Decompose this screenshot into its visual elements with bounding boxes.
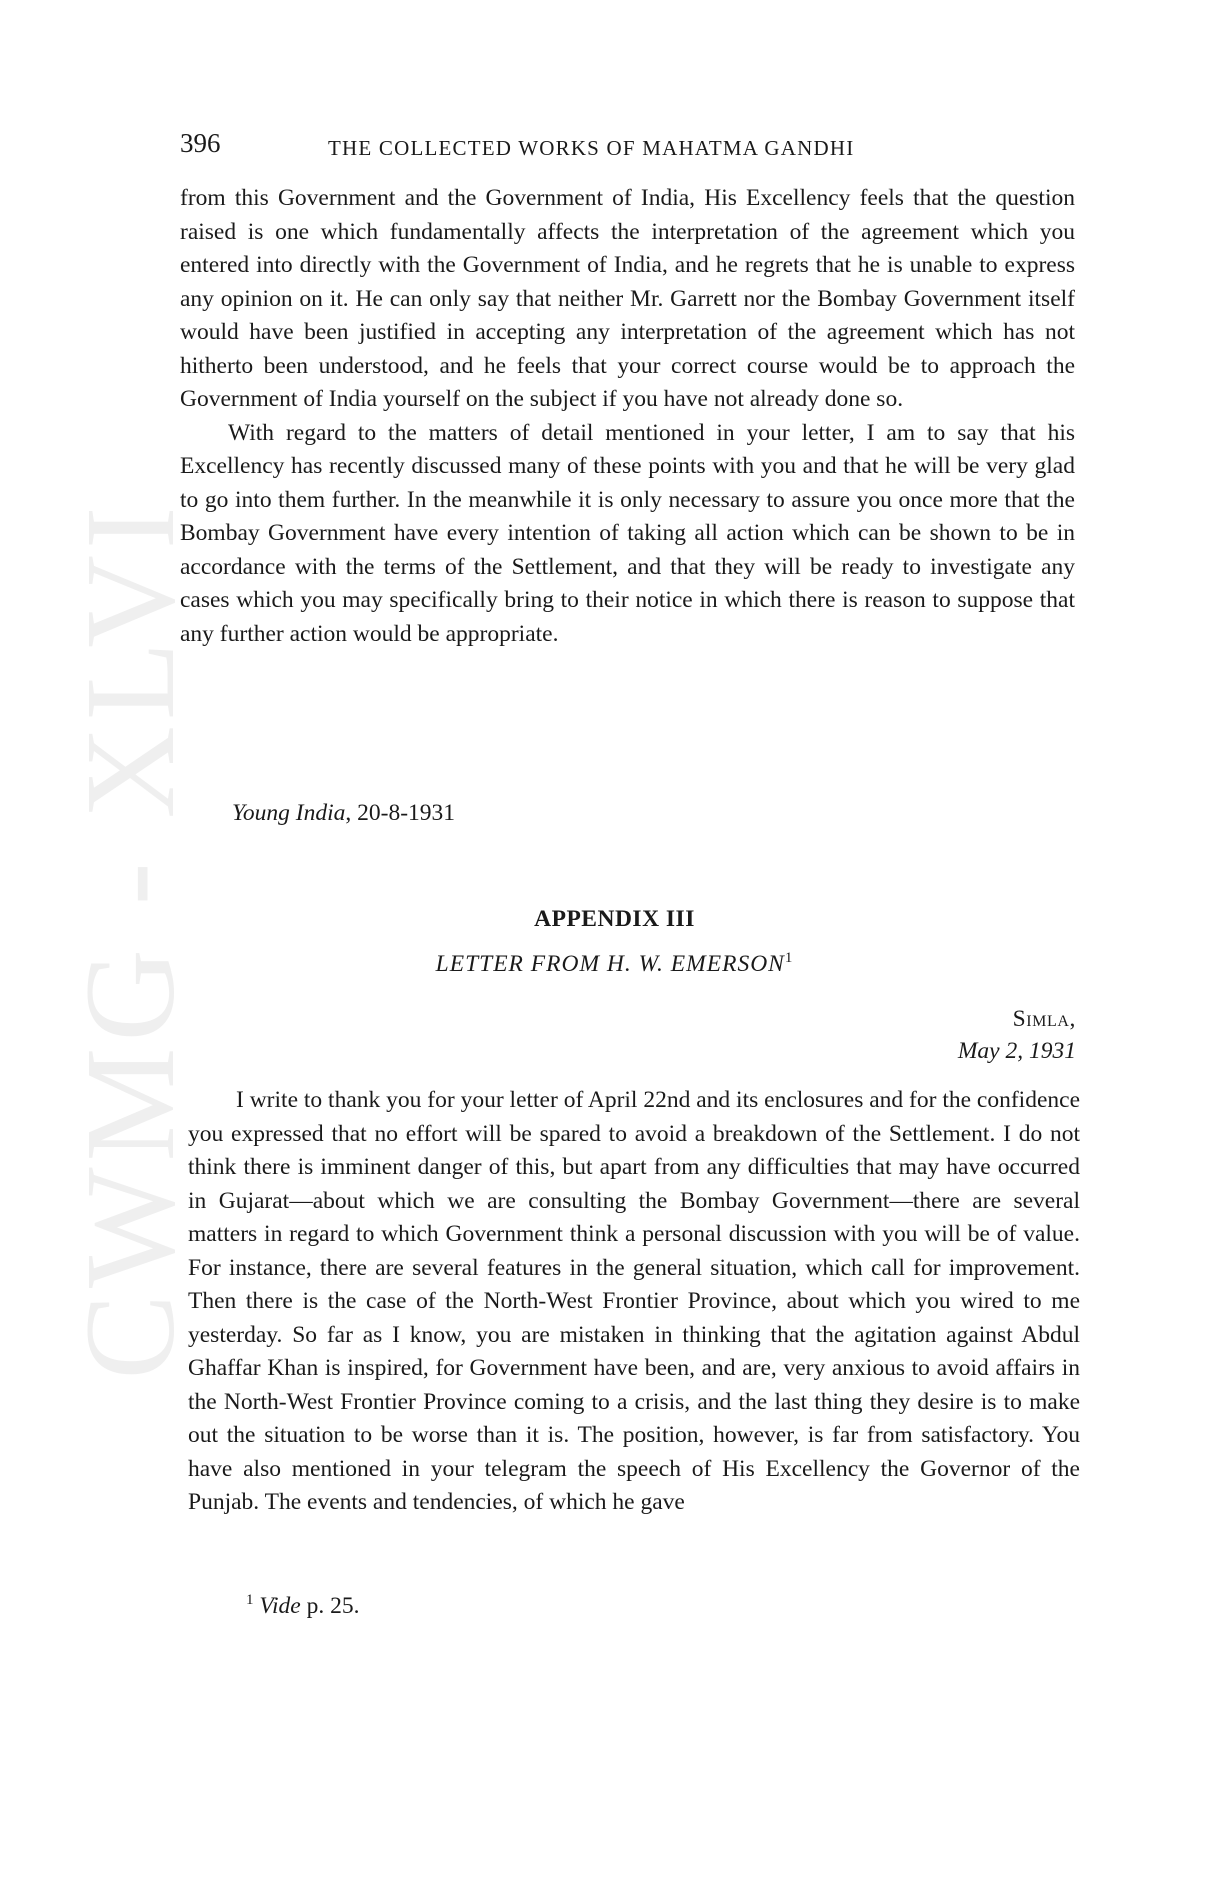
running-head: THE COLLECTED WORKS OF MAHATMA GANDHI bbox=[328, 136, 855, 160]
watermark-text: CWMG - XLVI bbox=[59, 500, 201, 1380]
appendix-heading: APPENDIX III bbox=[534, 906, 695, 932]
letter-place: Simla, bbox=[1012, 1006, 1076, 1032]
continued-letter-text bbox=[180, 182, 1075, 651]
page-header bbox=[180, 128, 1080, 168]
letter-title bbox=[0, 950, 1229, 978]
letter-title-text: LETTER FROM H. W. EMERSON bbox=[435, 950, 785, 977]
footnote-ref-word: Vide bbox=[259, 1592, 301, 1619]
footnote-number: 1 bbox=[246, 1592, 254, 1608]
source-title: Young India bbox=[232, 800, 346, 826]
paragraph: I write to thank you for your letter of April 22nd and its enclosures and for the confidence you expressed that no effort will be spared to avoid a breakdown of the Settlement. I do not think there is imminent danger of this, but apart from any difficulties that may have occurred in Gujarat—about which we are consulting the Bombay Government—there are several matters in regard to which Government think a personal discussion with you will be of value. For instance, there are several features in the general situation, which call for improvement. Then there is the case of the North-West Frontier Province, about which you wired to me yesterday. So far as I know, you are mistaken in thinking that the agitation against Abdul Ghaffar Khan is inspired, for Government have been, and are, very anxious to avoid affairs in the North-West Frontier Province coming to a crisis, and the last thing they desire is to make out the situation to be worse than it is. The position, however, is far from satisfactory. You have also mentioned in your telegram the speech of His Excellency the Governor of the Punjab. The events and tendencies, of which he gave bbox=[188, 1087, 1080, 1515]
page-number: 396 bbox=[180, 128, 221, 158]
paragraph: from this Government and the Government of India, His Excellency feels that the question raised is one which fundamentally affects the interpretation of the agreement which you entered into directly with the Government of India, and he regrets that he is unable to express any opinion on it. He can only say that neither Mr. Garrett nor the Bombay Government itself would have been justified in accepting any interpretation of the agreement which has not hitherto been understood, and he feels that your correct course would be to approach the Government of India yourself on the subject if you have not already done so. bbox=[180, 185, 1075, 412]
paragraph: With regard to the matters of detail mentioned in your letter, I am to say that his Excellency has recently discussed many of these points with you and that he will be very glad to go into them further. In the meanwhile it is only necessary to assure you once more that the Bombay Government have every intention of taking all action which can be shown to be in accordance with the terms of the Settlement, and that they will be ready to investigate any cases which you may specifically bring to their notice in which there is reason to suppose that any further action would be appropriate. bbox=[180, 419, 1075, 647]
appendix-letter-text bbox=[188, 1084, 1080, 1520]
footnote-mark: 1 bbox=[784, 950, 794, 966]
source-citation bbox=[232, 800, 455, 827]
footnote-ref-page: p. 25. bbox=[300, 1592, 360, 1619]
letter-date: May 2, 1931 bbox=[957, 1038, 1076, 1064]
source-date: , 20-8-1931 bbox=[345, 800, 456, 826]
footnote bbox=[246, 1592, 359, 1620]
